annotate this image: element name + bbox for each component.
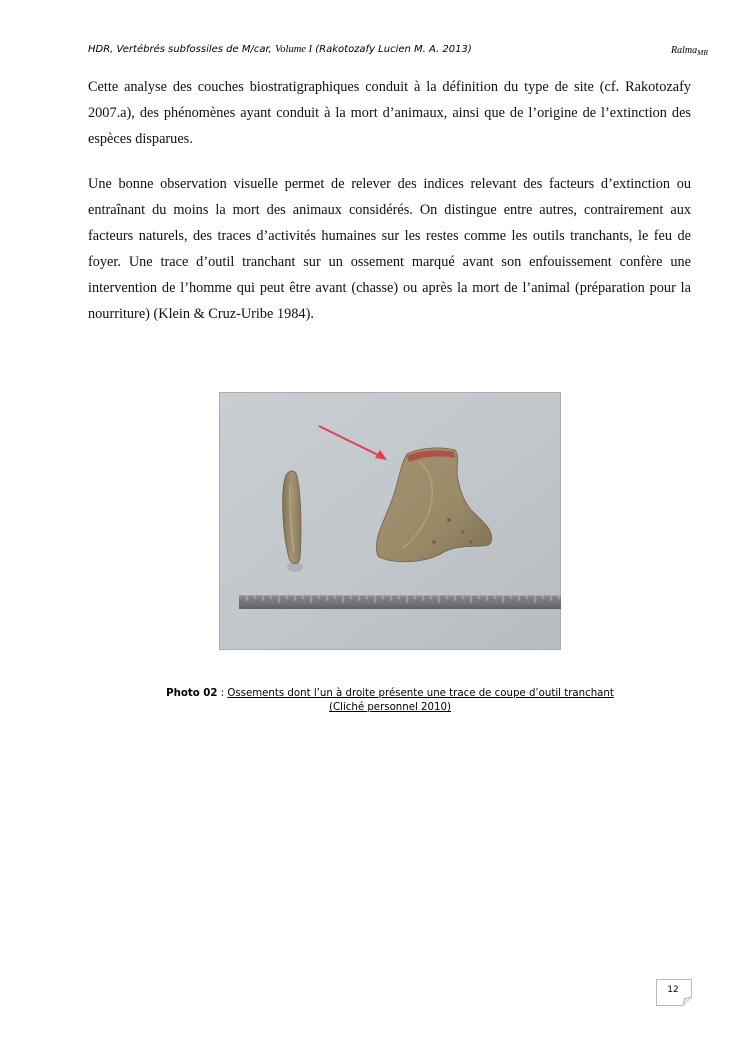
header-author-sub: MR — [697, 48, 708, 57]
caption-line-2 — [100, 701, 680, 715]
header-title — [88, 44, 472, 55]
bone-photo-image — [219, 392, 561, 650]
header-volume: Volume I — [275, 44, 313, 55]
body-paragraph-1: Cette analyse des couches biostratigraphiques conduit à la définition du type de site (cf. Rakotozafy 2007.a), des phénomènes ayant conduit à la mort d’animaux, ainsi que de l’origine de l’extinction des espèces disparues. — [88, 79, 691, 147]
caption-label: Photo 02 — [166, 688, 218, 699]
caption-line-1 — [100, 687, 680, 701]
header-author — [671, 45, 708, 57]
page-number: 12 — [667, 985, 679, 995]
caption-credit: (Cliché personnel 2010) — [329, 702, 451, 713]
caption-separator: : — [217, 688, 228, 699]
figure-caption — [100, 687, 680, 715]
running-header — [88, 44, 708, 62]
header-citation: (Rakotozafy Lucien M. A. 2013) — [312, 44, 472, 55]
bone-photograph — [219, 392, 561, 650]
caption-text: Ossements dont l’un à droite présente une trace de coupe d’outil tranchant — [227, 688, 614, 699]
page-number-box — [656, 979, 692, 1006]
header-author-main: Ralma — [671, 45, 698, 56]
body-paragraph-2: Une bonne observation visuelle permet de relever des indices relevant des facteurs d’extinction ou entraînant du moins la mort des animaux considérés. On distingue entre autres, contrairement aux facteurs naturels, des traces d’activités humaines sur les restes comme les outils tranchants, le feu de foyer. Une trace d’outil tranchant sur un ossement marqué avant son enfouissement confère une intervention de l’homme qui peut être avant (chasse) ou après la mort de l’animal (préparation pour la nourriture) (Klein & Cruz-Uribe 1984). — [88, 176, 691, 322]
header-title-text: HDR, Vertébrés subfossiles de M/car, — [88, 44, 276, 55]
